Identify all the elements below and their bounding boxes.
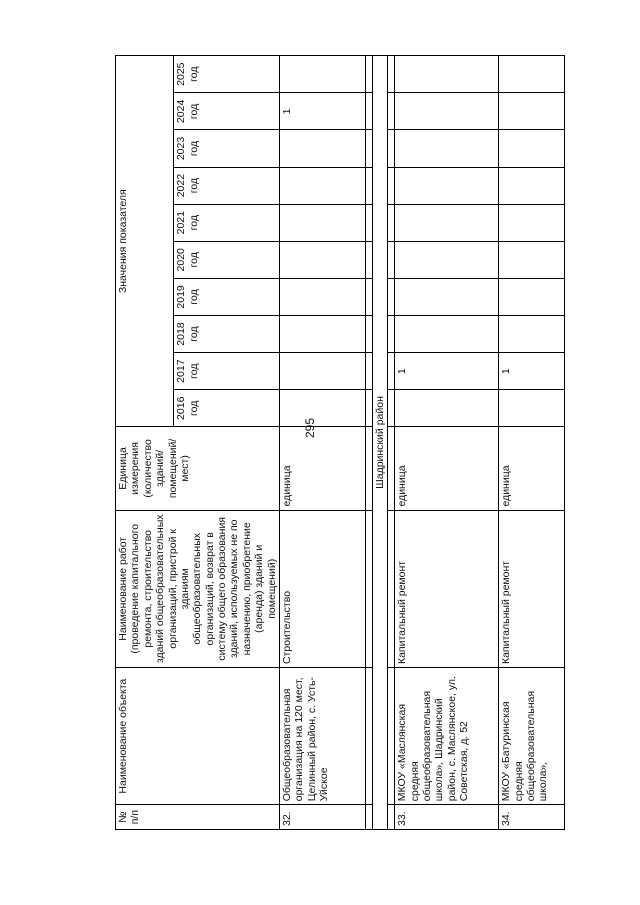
table-row [395, 56, 499, 830]
document-table-frame [115, 55, 570, 830]
row-number: 32. [279, 805, 365, 830]
unit-cell: единица [395, 427, 499, 510]
value-cell [499, 315, 565, 352]
value-cell [395, 93, 499, 130]
header-values-group: Значения показателя [116, 56, 174, 427]
table-row [279, 56, 365, 830]
object-name-cell: МКОУ «Маслянская средняя общеобразовательная школа», Шадринский район, с. Маслянское, ул. Советская, д. 52 [395, 668, 499, 805]
header-work-name: Наименование работ (проведение капитального ремонта, строительство зданий общеобразовательных организаций, пристрой к зданиям общеобразовательных организаций, возврат в систему общего образования зданий, используемых не по назначению, приобретение (аренда) зданий и помещений) [116, 510, 280, 667]
header-year: 2019 год [174, 278, 279, 315]
work-cell: Строительство [279, 510, 365, 667]
value-cell [499, 204, 565, 241]
value-cell [499, 241, 565, 278]
table-row [499, 56, 565, 830]
value-cell: 1 [395, 353, 499, 390]
header-row-1 [116, 56, 174, 830]
header-unit: Единица измерения (количество зданий/ помещений/ мест) [116, 427, 280, 510]
object-name-cell: МКОУ «Батуринская средняя общеобразовательная школа», [499, 668, 565, 805]
header-year: 2016 год [174, 390, 279, 427]
header-year: 2023 год [174, 130, 279, 167]
row-number: 34. [499, 805, 565, 830]
work-cell: Капитальный ремонт [395, 510, 499, 667]
value-cell [499, 93, 565, 130]
header-object-name: Наименование объекта [116, 668, 280, 805]
value-cell [279, 56, 365, 93]
value-cell [279, 167, 365, 204]
spacer-row [365, 56, 372, 830]
spacer-row [388, 56, 395, 830]
value-cell [395, 130, 499, 167]
value-cell [279, 353, 365, 390]
header-year: 2018 год [174, 315, 279, 352]
row-number: 33. [395, 805, 499, 830]
region-row [372, 56, 387, 830]
value-cell [499, 278, 565, 315]
header-year: 2025 год [174, 56, 279, 93]
unit-cell: единица [499, 427, 565, 510]
work-cell: Капитальный ремонт [499, 510, 565, 667]
value-cell [279, 204, 365, 241]
value-cell [499, 167, 565, 204]
object-name-cell: Общеобразовательная организация на 120 мест, Целинный район, с. Усть-Уйское [279, 668, 365, 805]
value-cell [395, 167, 499, 204]
header-year: 2017 год [174, 353, 279, 390]
value-cell [395, 315, 499, 352]
indicator-table [115, 55, 565, 830]
region-name: Шадринский район [372, 56, 387, 830]
value-cell [395, 278, 499, 315]
value-cell: 1 [499, 353, 565, 390]
header-year: 2022 год [174, 167, 279, 204]
value-cell: 1 [279, 93, 365, 130]
value-cell [279, 390, 365, 427]
value-cell [499, 130, 565, 167]
value-cell [279, 315, 365, 352]
header-no: № п/п [116, 805, 280, 830]
value-cell [499, 56, 565, 93]
value-cell [279, 241, 365, 278]
page-number: 295 [303, 417, 317, 438]
value-cell [395, 241, 499, 278]
value-cell [395, 204, 499, 241]
unit-cell: единица [279, 427, 365, 510]
header-year: 2020 год [174, 241, 279, 278]
header-year: 2021 год [174, 204, 279, 241]
value-cell [395, 390, 499, 427]
value-cell [499, 390, 565, 427]
value-cell [279, 130, 365, 167]
value-cell [395, 56, 499, 93]
value-cell [279, 278, 365, 315]
header-year: 2024 год [174, 93, 279, 130]
